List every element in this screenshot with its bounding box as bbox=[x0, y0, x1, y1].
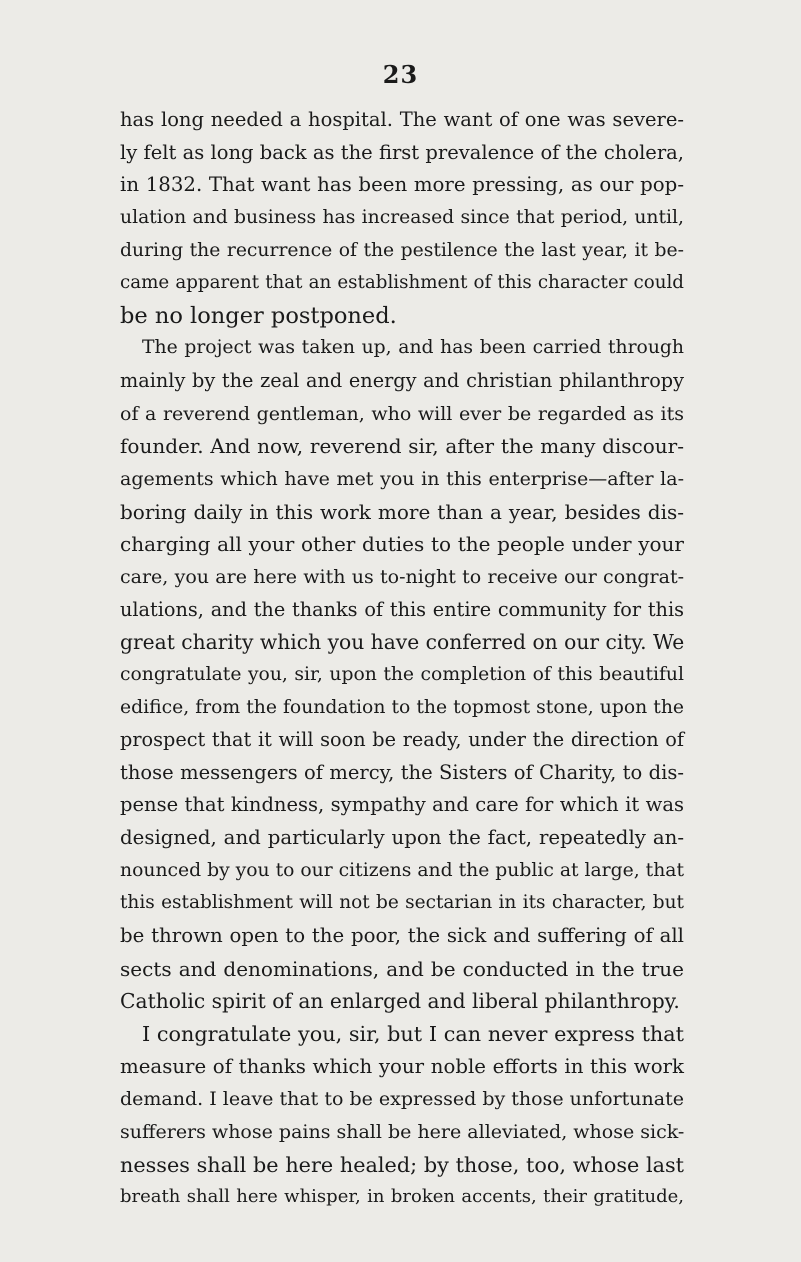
text-line: demand. I leave that to be expressed by those unfortunate bbox=[120, 1088, 684, 1111]
text-line: of a reverend gentleman, who will ever be regarded as its bbox=[120, 402, 684, 425]
text-line: ly felt as long back as the first prevalence of the cholera, bbox=[120, 140, 684, 164]
text-line: great charity which you have conferred on our city. We bbox=[120, 630, 685, 655]
text-line: designed, and particularly upon the fact, repeatedly an- bbox=[120, 826, 684, 850]
text-line: be no longer postponed. bbox=[120, 302, 397, 329]
text-line: nesses shall be here healed; by those, too, whose last bbox=[120, 1152, 684, 1177]
text-line: congratulate you, sir, upon the completion of this beautiful bbox=[120, 663, 684, 685]
text-line: ulations, and the thanks of this entire community for this bbox=[120, 597, 684, 621]
text-line: be thrown open to the poor, the sick and suffering of all bbox=[120, 924, 684, 948]
text-line: sufferers whose pains shall be here alleviated, whose sick- bbox=[120, 1120, 685, 1143]
text-line: pense that kindness, sympathy and care for which it was bbox=[120, 793, 684, 817]
text-line: ulation and business has increased since that period, until, bbox=[120, 206, 684, 228]
text-line: during the recurrence of the pestilence the last year, it be- bbox=[120, 239, 684, 261]
text-line: this establishment will not be sectarian in its character, but bbox=[120, 892, 684, 914]
text-line: came apparent that an establishment of this character could bbox=[120, 272, 684, 294]
text-line: breath shall here whisper, in broken accents, their gratitude, bbox=[120, 1186, 684, 1208]
body-text bbox=[120, 104, 684, 1214]
text-line: sects and denominations, and be conducted in the true bbox=[120, 956, 684, 981]
text-line: measure of thanks which your noble efforts in this work bbox=[120, 1054, 684, 1078]
text-line: Catholic spirit of an enlarged and liberal philanthropy. bbox=[120, 989, 680, 1014]
text-line: charging all your other duties to the people under your bbox=[120, 532, 684, 557]
text-line: mainly by the zeal and energy and christian philanthropy bbox=[120, 369, 684, 393]
text-line: in 1832. That want has been more pressing, as our pop- bbox=[120, 173, 684, 197]
text-line: has long needed a hospital. The want of one was severe- bbox=[120, 108, 684, 131]
text-line: founder. And now, reverend sir, after the many discour- bbox=[120, 434, 684, 459]
text-line: those messengers of mercy, the Sisters of Charity, to dis- bbox=[120, 760, 684, 784]
text-line: care, you are here with us to-night to receive our congrat- bbox=[120, 565, 684, 588]
text-line: boring daily in this work more than a year, besides dis- bbox=[120, 499, 684, 524]
page-number: 23 bbox=[382, 60, 419, 89]
text-line: I congratulate you, sir, but I can never express that bbox=[142, 1021, 684, 1046]
text-line: nounced by you to our citizens and the public at large, that bbox=[120, 859, 684, 881]
text-line: agements which have met you in this enterprise—after la- bbox=[120, 468, 684, 491]
text-line: edifice, from the foundation to the topmost stone, upon the bbox=[120, 696, 684, 718]
text-line: The project was taken up, and has been carried through bbox=[142, 337, 684, 359]
text-line: prospect that it will soon be ready, under the direction of bbox=[120, 728, 684, 752]
